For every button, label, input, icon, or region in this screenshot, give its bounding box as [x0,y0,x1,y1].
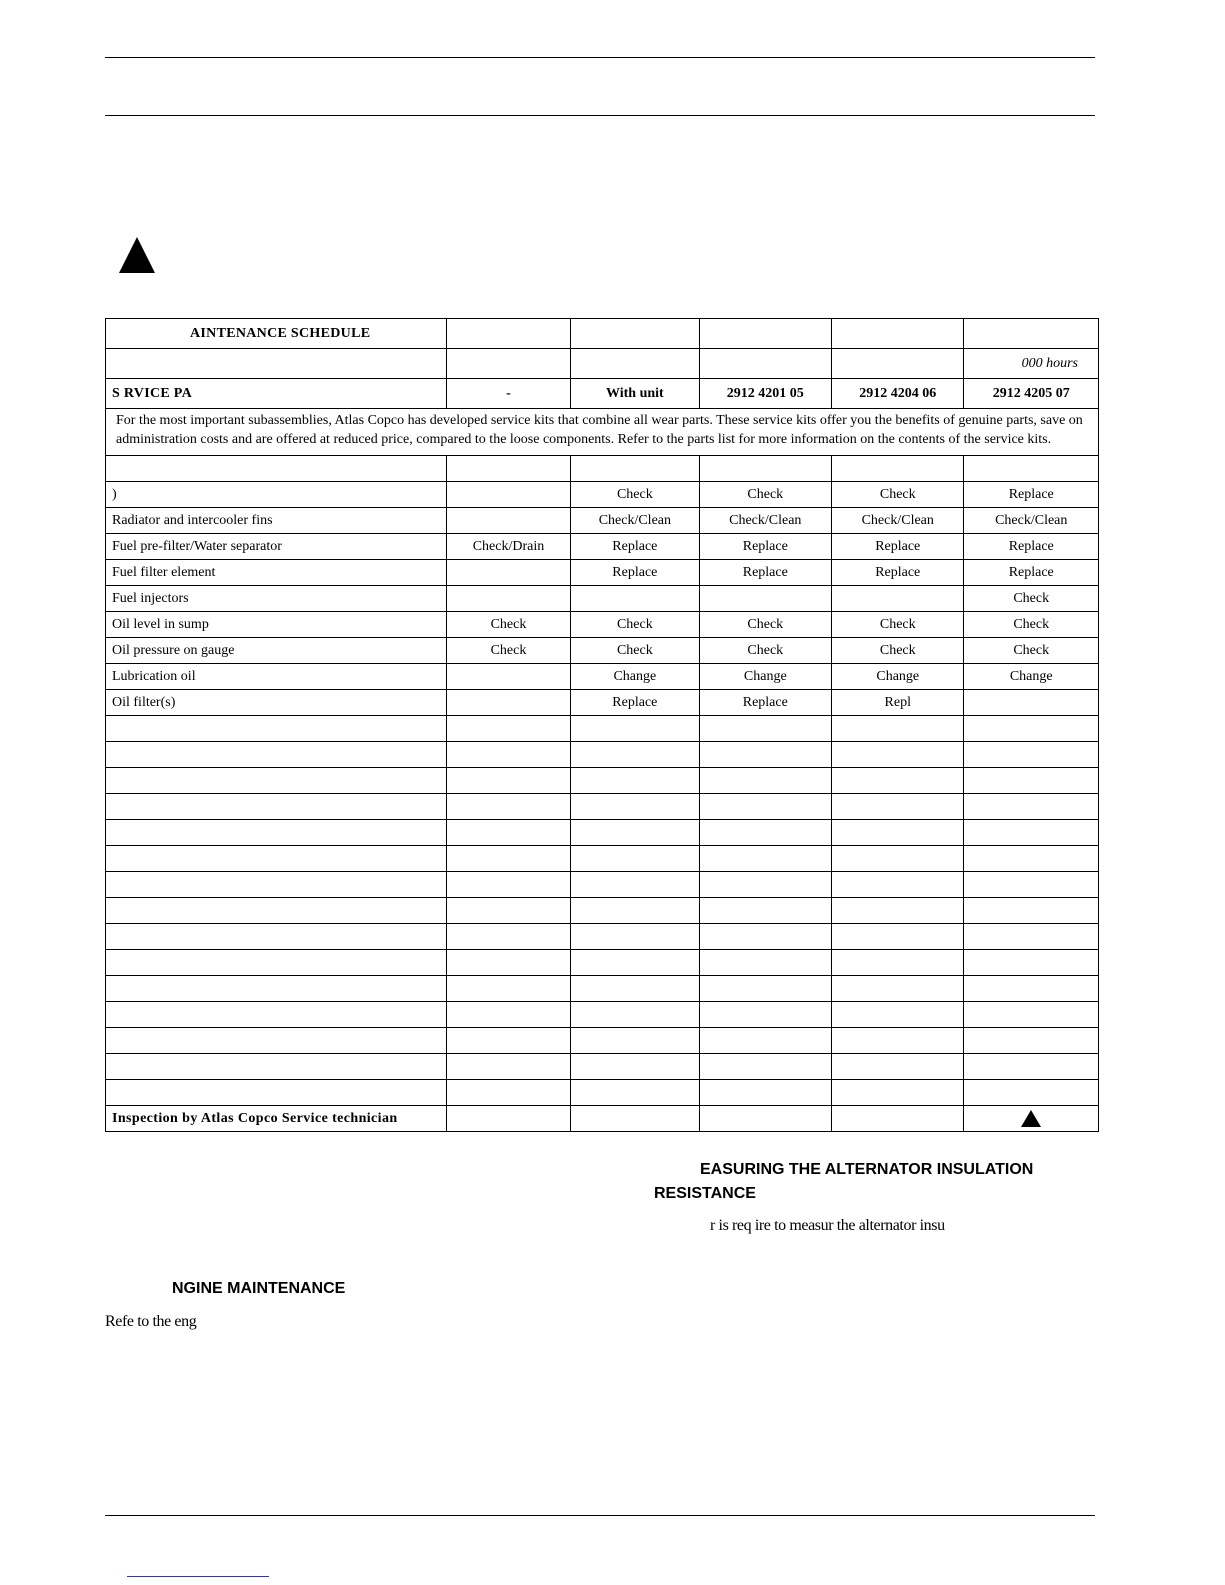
task-interval-value [832,742,964,768]
task-interval-value [446,898,570,924]
task-interval-value [699,820,831,846]
task-label [106,794,447,820]
task-interval-value: Change [699,664,831,690]
inspection-cell [699,1106,831,1132]
interval-cell [571,349,699,379]
task-interval-value: Check [964,612,1099,638]
service-pak-value: 2912 4201 05 [699,379,831,409]
task-interval-value: Replace [832,560,964,586]
task-interval-value: Check [832,638,964,664]
task-interval-value: Check/Clean [964,508,1099,534]
task-interval-value: Check [964,586,1099,612]
task-interval-value [832,1080,964,1106]
task-interval-value [446,872,570,898]
schedule-row [106,768,1099,794]
schedule-row [106,664,1099,690]
schedule-row [106,872,1099,898]
task-interval-value [699,872,831,898]
task-interval-value: Check [571,638,699,664]
footer-rule [105,1515,1095,1516]
task-interval-value [699,768,831,794]
task-interval-value [699,586,831,612]
task-interval-value [699,1054,831,1080]
schedule-row [106,794,1099,820]
task-interval-value [571,456,699,482]
task-label: Radiator and intercooler fins [106,508,447,534]
task-interval-value [832,768,964,794]
task-interval-value [571,742,699,768]
task-interval-value [964,872,1099,898]
inspection-cell [571,1106,699,1132]
task-interval-value [964,456,1099,482]
header-rule-bottom [105,115,1095,116]
task-interval-value: Check [571,612,699,638]
task-interval-value [571,1054,699,1080]
schedule-row [106,482,1099,508]
task-interval-value [446,742,570,768]
interval-cell [832,349,964,379]
service-kit-description: For the most important subassemblies, Atlas Copco has developed service kits that combine all wear parts. These service kits offer you the benefits of genuine parts, save on administration costs and are offered at reduced price, compared to the loose components. Refer to the parts list for more information on the contents of the service kits. [106,409,1099,456]
task-label [106,1002,447,1028]
engine-maintenance-paragraph: Refe to the eng [105,1313,197,1330]
task-interval-value: Replace [571,690,699,716]
alternator-paragraph: r is req ire to measur the alternator insu [710,1217,945,1234]
interval-header-cell [832,319,964,349]
schedule-title-row [106,319,1099,349]
task-interval-value: Replace [571,560,699,586]
task-interval-value [446,976,570,1002]
service-pak-row [106,379,1099,409]
service-pak-value: - [446,379,570,409]
task-interval-value [571,846,699,872]
task-interval-value: Replace [699,690,831,716]
task-interval-value [571,1028,699,1054]
task-interval-value [571,898,699,924]
task-interval-value [446,794,570,820]
task-interval-value [964,820,1099,846]
task-interval-value [699,898,831,924]
task-interval-value: Check [699,482,831,508]
task-interval-value [964,924,1099,950]
task-interval-value [571,820,699,846]
task-interval-value [699,924,831,950]
task-label [106,1028,447,1054]
header-rule-top [105,57,1095,58]
task-interval-value [446,950,570,976]
task-interval-value [832,976,964,1002]
task-label [106,846,447,872]
task-label [106,898,447,924]
task-interval-value: Replace [964,560,1099,586]
task-interval-value [699,976,831,1002]
task-interval-value [446,716,570,742]
schedule-row [106,898,1099,924]
alternator-heading-line1: EASURING THE ALTERNATOR INSULATION [700,1161,1034,1178]
task-label [106,976,447,1002]
task-interval-value [571,872,699,898]
task-interval-value [964,690,1099,716]
task-interval-value [964,794,1099,820]
schedule-row [106,1080,1099,1106]
task-label: Oil filter(s) [106,690,447,716]
task-label [106,1080,447,1106]
service-pak-label: S RVICE PA [106,379,447,409]
schedule-row [106,612,1099,638]
schedule-row [106,1028,1099,1054]
task-interval-value [964,716,1099,742]
schedule-row [106,950,1099,976]
task-interval-value [571,950,699,976]
task-interval-value [699,794,831,820]
task-label: Oil pressure on gauge [106,638,447,664]
task-interval-value [446,1028,570,1054]
task-label [106,716,447,742]
task-interval-value [571,768,699,794]
task-label: Fuel filter element [106,560,447,586]
task-interval-value: Replace [964,534,1099,560]
service-kit-description-row [106,409,1099,456]
schedule-row [106,846,1099,872]
task-interval-value [832,924,964,950]
task-interval-value [699,1080,831,1106]
schedule-title: AINTENANCE SCHEDULE [106,319,447,349]
interval-hours-cell: 000 hours [964,349,1099,379]
task-interval-value: Check [964,638,1099,664]
task-interval-value [571,1002,699,1028]
task-interval-value: Replace [832,534,964,560]
inspection-cell [964,1106,1099,1132]
task-interval-value [964,950,1099,976]
task-interval-value [832,1054,964,1080]
task-interval-value: Change [964,664,1099,690]
task-interval-value [832,716,964,742]
task-interval-value [964,1028,1099,1054]
schedule-row [106,534,1099,560]
task-interval-value [446,1002,570,1028]
task-interval-value [964,976,1099,1002]
interval-cell [699,349,831,379]
task-interval-value [832,794,964,820]
task-label [106,924,447,950]
task-interval-value [571,924,699,950]
task-interval-value [832,1028,964,1054]
schedule-row [106,742,1099,768]
task-interval-value [446,924,570,950]
task-interval-value [699,950,831,976]
task-interval-value [699,742,831,768]
task-label [106,950,447,976]
task-interval-value [571,586,699,612]
task-interval-value: Replace [699,560,831,586]
schedule-row [106,560,1099,586]
task-interval-value [446,820,570,846]
interval-header-cell [699,319,831,349]
task-label: Fuel pre-filter/Water separator [106,534,447,560]
schedule-row [106,508,1099,534]
task-interval-value [446,508,570,534]
schedule-row [106,1054,1099,1080]
service-pak-value: 2912 4205 07 [964,379,1099,409]
task-interval-value: Check/Clean [699,508,831,534]
maintenance-schedule-table [105,318,1099,1132]
task-interval-value [699,456,831,482]
task-interval-value: Replace [964,482,1099,508]
task-interval-value: Check/Clean [832,508,964,534]
task-interval-value [964,846,1099,872]
task-interval-value: Check [832,612,964,638]
task-label: ) [106,482,447,508]
task-interval-value [964,1054,1099,1080]
task-interval-value [446,768,570,794]
task-interval-value [832,1002,964,1028]
schedule-row [106,690,1099,716]
task-interval-value [964,1002,1099,1028]
task-interval-value [964,742,1099,768]
service-pak-value: With unit [571,379,699,409]
task-label [106,872,447,898]
task-interval-value [832,456,964,482]
task-label [106,456,447,482]
task-interval-value [446,1080,570,1106]
schedule-row [106,976,1099,1002]
schedule-row [106,820,1099,846]
interval-header-cell [446,319,570,349]
task-interval-value [964,898,1099,924]
task-interval-value [832,898,964,924]
task-interval-value: Check [446,612,570,638]
task-label [106,768,447,794]
inspection-cell [832,1106,964,1132]
task-interval-value [699,1028,831,1054]
warning-triangle-icon [1021,1110,1041,1127]
task-interval-value [832,586,964,612]
task-interval-value [446,690,570,716]
task-interval-value [699,1002,831,1028]
task-interval-value [964,768,1099,794]
task-interval-value [699,716,831,742]
task-interval-value [832,872,964,898]
task-interval-value: Check [832,482,964,508]
engine-maintenance-heading: NGINE MAINTENANCE [172,1280,346,1297]
task-interval-value [446,456,570,482]
inspection-label: Inspection by Atlas Copco Service technician [106,1106,447,1132]
inspection-cell [446,1106,570,1132]
service-pak-value: 2912 4204 06 [832,379,964,409]
schedule-row [106,456,1099,482]
inspection-row [106,1106,1099,1132]
task-interval-value [571,976,699,1002]
task-interval-value: Check [446,638,570,664]
task-interval-value: Repl [832,690,964,716]
task-interval-value: Change [571,664,699,690]
alternator-heading-line2: RESISTANCE [654,1185,756,1202]
task-interval-value [832,950,964,976]
task-interval-value [699,846,831,872]
footer-link-underline[interactable] [127,1576,269,1577]
task-interval-value [446,560,570,586]
task-interval-value: Replace [699,534,831,560]
schedule-row [106,924,1099,950]
task-label: Oil level in sump [106,612,447,638]
task-interval-value: Check [699,612,831,638]
task-label: Fuel injectors [106,586,447,612]
task-interval-value [832,846,964,872]
task-interval-value [446,664,570,690]
task-interval-value: Replace [571,534,699,560]
interval-header-cell [964,319,1099,349]
task-interval-value: Check [571,482,699,508]
schedule-row [106,716,1099,742]
task-interval-value: Check [699,638,831,664]
task-interval-value [446,586,570,612]
interval-label-cell [106,349,447,379]
schedule-row [106,638,1099,664]
task-interval-value [571,1080,699,1106]
schedule-row [106,586,1099,612]
task-interval-value [964,1080,1099,1106]
task-label [106,742,447,768]
task-interval-value: Check/Clean [571,508,699,534]
task-interval-value [571,716,699,742]
task-interval-value [446,482,570,508]
task-interval-value: Check/Drain [446,534,570,560]
task-label [106,820,447,846]
task-label [106,1054,447,1080]
task-interval-value [446,1054,570,1080]
task-label: Lubrication oil [106,664,447,690]
interval-cell [446,349,570,379]
task-interval-value: Change [832,664,964,690]
warning-triangle-icon [119,237,155,273]
interval-header-cell [571,319,699,349]
task-interval-value [446,846,570,872]
task-interval-value [832,820,964,846]
interval-row [106,349,1099,379]
schedule-row [106,1002,1099,1028]
task-interval-value [571,794,699,820]
